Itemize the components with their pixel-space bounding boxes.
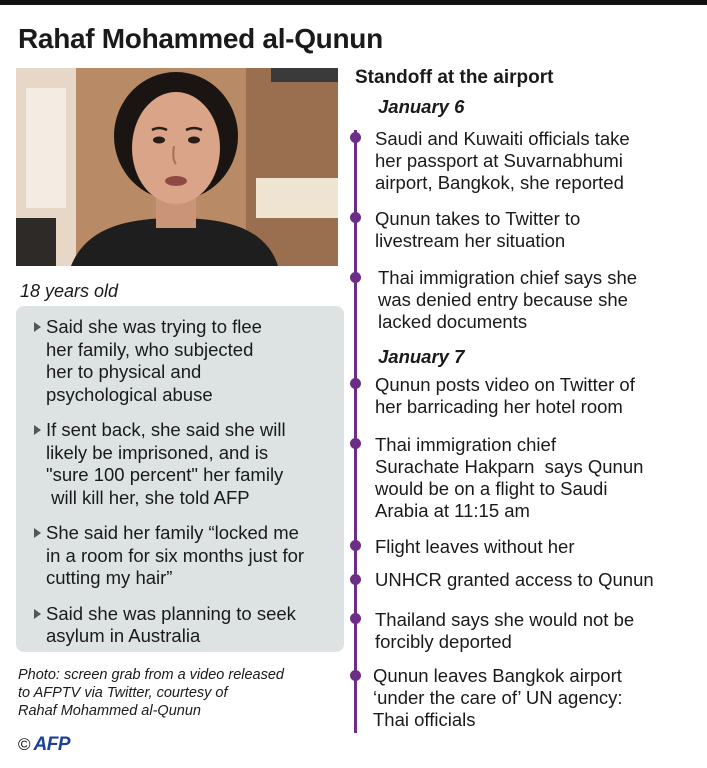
bullet-triangle-icon bbox=[34, 609, 41, 619]
timeline-dot bbox=[350, 438, 361, 449]
timeline-event: Thai immigration chief Surachate Hakparn says Qunun would be on a flight to Saudi Arabia at 11:15 am bbox=[375, 434, 644, 521]
timeline-title: Standoff at the airport bbox=[355, 67, 554, 88]
timeline-event: Qunun leaves Bangkok airport ‘under the care of’ UN agency: Thai officials bbox=[373, 665, 623, 730]
bullet-triangle-icon bbox=[34, 322, 41, 332]
timeline-event: Flight leaves without her bbox=[375, 536, 575, 557]
timeline-dot bbox=[350, 272, 361, 283]
facts-panel bbox=[16, 306, 344, 652]
timeline-event: Qunun posts video on Twitter of her barricading her hotel room bbox=[375, 374, 635, 417]
timeline-event: UNHCR granted access to Qunun bbox=[375, 569, 654, 590]
timeline-event: Thai immigration chief says she was denied entry because she lacked documents bbox=[378, 267, 638, 332]
timeline-dot bbox=[350, 212, 361, 223]
fact-item: Said she was trying to flee her family, who subjected her to physical and psychological abuse bbox=[34, 316, 336, 406]
afp-credit bbox=[18, 734, 70, 756]
timeline-date: January 7 bbox=[378, 346, 465, 367]
age-label: 18 years old bbox=[20, 281, 119, 301]
fact-item: Said she was planning to seek asylum in Australia bbox=[34, 603, 336, 648]
timeline-dot bbox=[350, 613, 361, 624]
timeline-event: Saudi and Kuwaiti officials take her passport at Suvarnabhumi airport, Bangkok, she reported bbox=[375, 128, 630, 193]
timeline-dot bbox=[350, 132, 361, 143]
timeline-dot bbox=[350, 378, 361, 389]
bullet-triangle-icon bbox=[34, 528, 41, 538]
timeline-dot bbox=[350, 540, 361, 551]
fact-item: She said her family “locked me in a room for six months just for cutting my hair” bbox=[34, 522, 336, 590]
copyright-symbol: © bbox=[18, 735, 31, 754]
bullet-triangle-icon bbox=[34, 425, 41, 435]
top-rule bbox=[0, 0, 707, 5]
timeline-date: January 6 bbox=[378, 96, 465, 117]
timeline-dot bbox=[350, 574, 361, 585]
portrait-illustration bbox=[16, 68, 338, 266]
photo-credit: Photo: screen grab from a video released to AFPTV via Twitter, courtesy of Rahaf Mohammed al-Qunun bbox=[18, 667, 284, 719]
fact-item: If sent back, she said she will likely be imprisoned, and is "sure 100 percent" her family will kill her, she told AFP bbox=[34, 419, 336, 509]
afp-logo: AFP bbox=[33, 734, 71, 755]
portrait-photo bbox=[16, 68, 338, 266]
timeline-event: Thailand says she would not be forcibly deported bbox=[375, 609, 635, 652]
timeline-dot bbox=[350, 670, 361, 681]
page-title: Rahaf Mohammed al-Qunun bbox=[18, 23, 383, 54]
timeline-event: Qunun takes to Twitter to livestream her situation bbox=[375, 208, 581, 251]
